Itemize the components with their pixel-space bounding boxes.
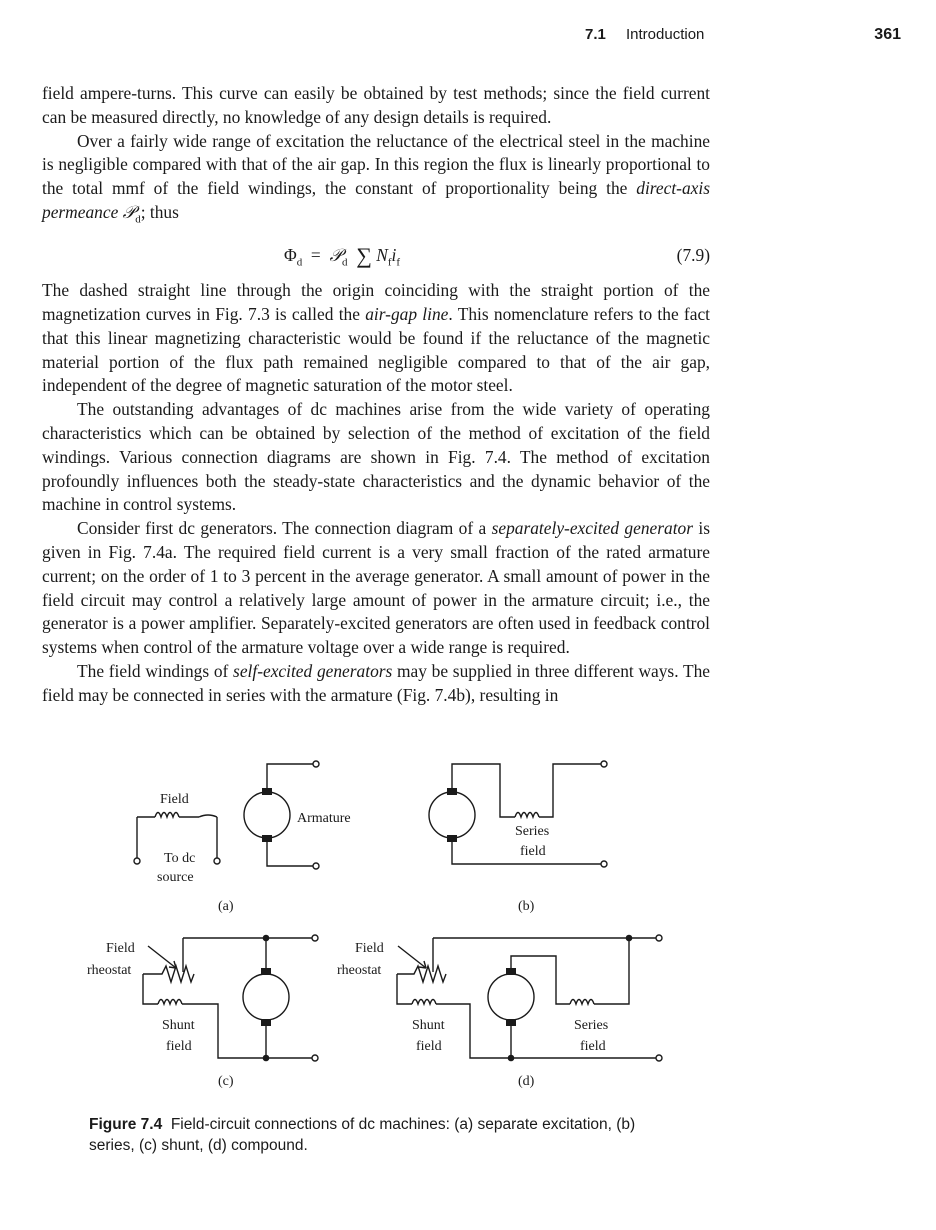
section-number: 7.1: [585, 26, 606, 43]
label-d-field2: field: [416, 1039, 442, 1054]
paragraph-2: Over a fairly wide range of excitation the reluctance of the electrical steel in the machine is negligible compared with that of the air gap. In this region the flux is linearly proportional to the total mmf of the field windings, the constant of proportionality being the direct-axis permeance 𝒫$_d$; thus: [42, 130, 710, 226]
figure-7-4: [0, 750, 936, 1089]
term-direct-axis-permeance: direct-axis permeance: [42, 178, 710, 222]
armature-icon: [488, 974, 534, 1020]
label-d: (d): [518, 1074, 535, 1089]
paragraph-5: Consider first dc generators. The connection diagram of a separately-excited generator is given in Fig. 7.4a. The required field current is a very small fraction of the rated armature current; on the order of 1 to 3 percent in the average generator. A small amount of power in the field circuit may control a relatively large amount of power in the armature circuit; i.e., the generator is a power amplifier. Separately-excited generators are often used in feedback control systems when control of the armature voltage over a wide range is required.: [42, 518, 711, 658]
label-d-field: Field: [355, 941, 384, 956]
label-b: (b): [518, 899, 535, 914]
label-d-shunt: Shunt: [412, 1018, 445, 1033]
caption-label: Figure 7.4: [89, 1116, 163, 1133]
label-a-armature: Armature: [297, 811, 351, 826]
figure-caption: [89, 1114, 649, 1156]
term-separately-excited: separately-excited generator: [491, 518, 694, 539]
label-d-series: Series: [574, 1018, 609, 1033]
label-a-to-dc: To dc: [164, 851, 196, 866]
label-d-field3: field: [580, 1039, 606, 1054]
page-number: 361: [874, 26, 901, 43]
diagram-a: [134, 761, 319, 869]
equation-number: (7.9): [676, 245, 710, 266]
label-d-rheostat: rheostat: [337, 963, 382, 978]
page-header: [0, 26, 936, 50]
label-c-shunt: Shunt: [162, 1018, 195, 1033]
label-a-source: source: [157, 870, 194, 885]
label-c: (c): [218, 1074, 234, 1089]
term-self-excited: self-excited generators: [233, 661, 393, 681]
term-air-gap-line: air-gap line: [365, 304, 449, 325]
paragraph-4: The outstanding advantages of dc machines arise from the wide variety of operating characteristics which can be obtained by selection of the method of excitation of the field windings. Various connection diagrams are shown in Fig. 7.4. The method of excitation profoundly influences both the steady-state characteristics and the dynamic behavior of the machine in control systems.: [42, 399, 710, 515]
paragraph-3: The dashed straight line through the origin coinciding with the straight portion of the magnetization curves in Fig. 7.3 is called the air-gap line. This nomenclature refers to the fact that this linear magnetizing characteristic would be found if the reluctance of the magnetic material portion of the flux path remained negligible compared to that of the air gap, independent of the degree of magnetic saturation of the motor steel.: [42, 280, 710, 396]
label-c-rheostat: rheostat: [87, 963, 132, 978]
rheostat-icon: [397, 966, 446, 982]
label-b-series: Series: [515, 824, 550, 839]
caption-text: Field-circuit connections of dc machines: (a) separate excitation, (b) series, (c) shunt, (d) compound.: [89, 1116, 636, 1154]
label-a-field: Field: [160, 792, 189, 807]
equation-body: $\Phi_d$ = 𝒫$_d$ ∑ $N_fi_f$: [284, 243, 401, 269]
body-text: [42, 82, 710, 708]
rheostat-icon: [143, 966, 194, 982]
armature-icon: [244, 792, 290, 838]
label-b-field: field: [520, 844, 546, 859]
armature-icon: [243, 974, 289, 1020]
equation-7-9: [42, 232, 710, 279]
label-c-field2: field: [166, 1039, 192, 1054]
diagram-b: [429, 761, 607, 867]
paragraph-1: field ampere-turns. This curve can easily be obtained by test methods; since the field current can be measured directly, no knowledge of any design details is required.: [42, 83, 710, 127]
circuit-diagrams: [0, 750, 936, 1089]
paragraph-6: The field windings of self-excited generators may be supplied in three different ways. The field may be connected in series with the armature (Fig. 7.4b), resulting in: [42, 661, 710, 705]
armature-icon: [429, 792, 475, 838]
section-title: Introduction: [626, 26, 705, 43]
permeance-symbol: 𝒫: [122, 201, 136, 222]
label-c-field: Field: [106, 941, 135, 956]
label-a: (a): [218, 899, 234, 914]
